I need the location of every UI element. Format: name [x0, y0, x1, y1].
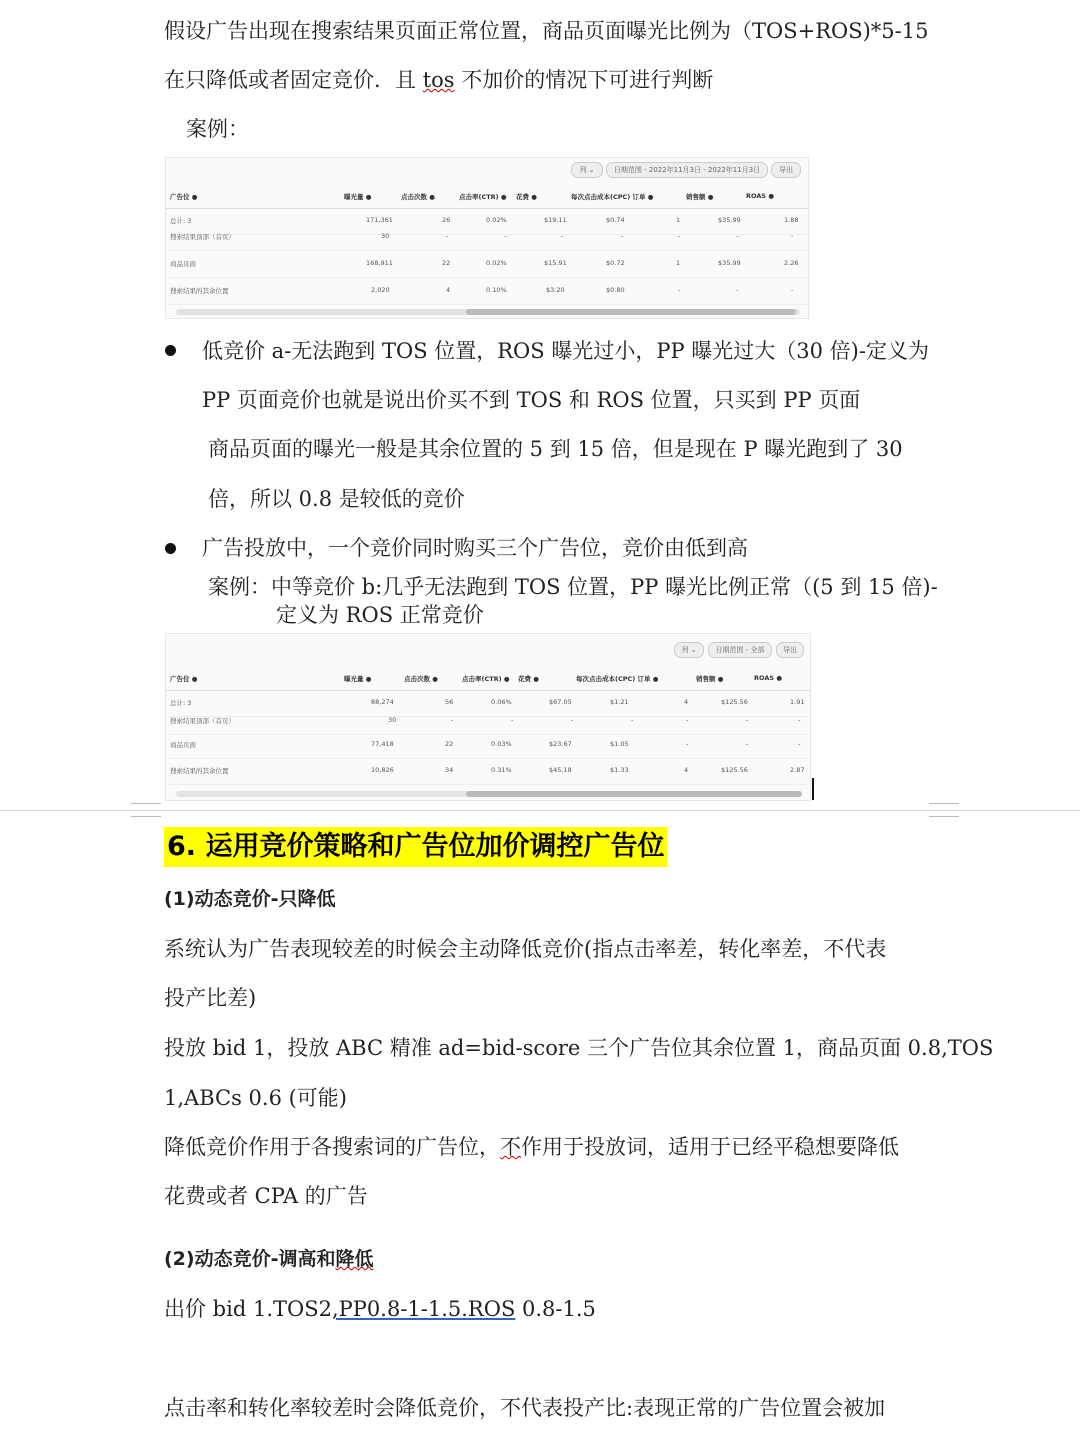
cell: $45.18 [549, 766, 572, 774]
ad-placement-table-screenshot-1 [165, 157, 809, 319]
cell: 10,826 [371, 766, 394, 774]
cell: 0.31% [491, 766, 512, 774]
cell: - [746, 740, 749, 748]
table-row [166, 710, 810, 735]
cell: $15.91 [544, 259, 567, 267]
paragraph-line [164, 65, 713, 95]
text-run: 0.8-1.5 [515, 1297, 596, 1321]
horizontal-scrollbar[interactable] [176, 309, 800, 315]
cell: 26 [442, 216, 451, 224]
cell: $0.74 [606, 216, 625, 224]
cell: $67.05 [549, 698, 572, 706]
cell: $0.72 [606, 259, 625, 267]
column-header[interactable]: ROAS ● [746, 192, 775, 200]
column-header[interactable]: ROAS ● [754, 674, 783, 682]
text-run: 在只降低或者固定竞价．且 [164, 68, 423, 92]
table-row [166, 734, 810, 759]
column-header[interactable]: 每次点击成本(CPC) 订单 ● [571, 193, 654, 201]
cell: 0.02% [486, 259, 507, 267]
paragraph-line [164, 1294, 596, 1324]
column-header[interactable]: 广告位 ● [170, 193, 198, 201]
cell: 77,418 [371, 740, 394, 748]
cell: 30 [388, 716, 397, 724]
cell: 总计: 3 [170, 217, 192, 225]
cell: 34 [445, 766, 454, 774]
column-header[interactable]: 花费 ● [518, 675, 539, 683]
cell: - [621, 232, 624, 240]
cell: 0.03% [491, 740, 512, 748]
cell: $0.80 [606, 286, 625, 294]
cell: - [571, 716, 574, 724]
cell: 4 [684, 766, 689, 774]
cell: 30 [381, 232, 390, 240]
text-cursor [812, 778, 814, 800]
table-header [166, 186, 808, 209]
paragraph-line [164, 1132, 899, 1162]
table-row [166, 280, 808, 305]
column-header[interactable]: 点击率(CTR) ● [462, 675, 510, 683]
column-header[interactable]: 点击次数 ● [401, 193, 435, 201]
column-header[interactable]: 每次点击成本(CPC) 订单 ● [576, 675, 659, 683]
bullet-text: 低竞价 a-无法跑到 TOS 位置，ROS 曝光过小，PP 曝光过大（30 倍)-定义为 [202, 339, 929, 363]
spellcheck-word: 不 [500, 1135, 521, 1159]
cell: 0.06% [491, 698, 512, 706]
cell: $23.67 [549, 740, 572, 748]
page-corner-marker [929, 803, 959, 817]
bullet-text: 案例：中等竞价 b:几乎无法跑到 TOS 位置，PP 曝光比例正常（(5 到 15 倍)- [208, 575, 938, 599]
cell: - [678, 232, 681, 240]
cell: - [561, 232, 564, 240]
cell: - [631, 716, 634, 724]
cell: - [686, 740, 689, 748]
cell: - [791, 286, 794, 294]
cell: 4 [684, 698, 689, 706]
cell: - [678, 286, 681, 294]
cell: 22 [442, 259, 451, 267]
column-header[interactable]: 曝光量 ● [344, 193, 372, 201]
cell: $1.05 [610, 740, 629, 748]
export-button[interactable]: 导出 [771, 162, 801, 178]
paragraph-line: 投放 bid 1，投放 ABC 精准 ad=bid-score 三个广告位其余位置 1，商品页面 0.8,TOS [164, 1036, 994, 1060]
text-run: 降低竞价作用于各搜索词的广告位， [164, 1135, 500, 1159]
cell: 2,020 [371, 286, 390, 294]
underlined-text: ,PP0.8-1-1.5.ROS [331, 1297, 516, 1321]
cell: 22 [445, 740, 454, 748]
paragraph-line: 点击率和转化率较差时会降低竞价，不代表投产比:表现正常的广告位置会被加 [164, 1396, 886, 1420]
bullet-dot [165, 543, 176, 554]
case-label: 案例： [186, 117, 249, 141]
cell: $1.33 [610, 766, 629, 774]
cell: 56 [445, 698, 454, 706]
cell: 0.02% [486, 216, 507, 224]
bullet-text: 倍，所以 0.8 是较低的竞价 [208, 487, 465, 511]
text-run: (2)动态竞价-调高和 [164, 1248, 336, 1270]
cell: $35.99 [718, 259, 741, 267]
cell: $1.21 [610, 698, 629, 706]
table-row [166, 760, 810, 785]
column-header[interactable]: 销售额 ● [696, 675, 724, 683]
table-row [166, 226, 808, 251]
cell: $3.20 [546, 286, 565, 294]
table-row [166, 253, 808, 278]
subsection-title [164, 1245, 374, 1273]
cell: 搜索结果顶部（首页） [170, 717, 235, 725]
column-header[interactable]: 花费 ● [516, 193, 537, 201]
cell: 2.26 [784, 259, 799, 267]
cell: - [446, 232, 449, 240]
cell: - [798, 740, 801, 748]
date-range-button[interactable]: 日期范围 - 全部 [708, 642, 772, 658]
cell: 171,361 [366, 216, 393, 224]
paragraph-line: 系统认为广告表现较差的时候会主动降低竞价(指点击率差，转化率差，不代表 [164, 937, 887, 961]
cell: 搜索结果的其余位置 [170, 287, 229, 295]
bullet-dot [165, 345, 176, 356]
cell: 2.87 [790, 766, 805, 774]
paragraph-line: 花费或者 CPA 的广告 [164, 1184, 368, 1208]
cell: - [746, 716, 749, 724]
cell: 总计: 3 [170, 699, 192, 707]
column-header[interactable]: 曝光量 ● [344, 675, 372, 683]
cell: 商品页面 [170, 260, 196, 268]
cell: - [736, 286, 739, 294]
text-run: 出价 bid 1.TOS2 [164, 1297, 332, 1321]
paragraph-line: 假设广告出现在搜索结果页面正常位置，商品页面曝光比例为（TOS+ROS)*5-15 [164, 19, 929, 43]
cell: 1.91 [790, 698, 805, 706]
cell: - [686, 716, 689, 724]
export-button[interactable]: 导出 [776, 642, 804, 658]
columns-button[interactable]: 列 ⌄ [571, 162, 603, 178]
columns-button[interactable]: 列 ⌄ [674, 642, 704, 658]
column-header[interactable]: 点击率(CTR) ● [459, 193, 507, 201]
spellcheck-word: tos [422, 68, 455, 92]
cell: $19.11 [544, 216, 567, 224]
cell: - [791, 232, 794, 240]
column-header[interactable]: 销售额 ● [686, 193, 714, 201]
table-header [166, 668, 810, 691]
paragraph-line: 投产比差) [164, 986, 257, 1010]
cell: 4 [446, 286, 451, 294]
horizontal-scrollbar[interactable] [176, 791, 802, 797]
page-break-line [0, 810, 1080, 811]
page-corner-marker [131, 803, 161, 817]
cell: 1 [676, 216, 681, 224]
ad-placement-table-screenshot-2 [165, 633, 811, 801]
spellcheck-word: 降低 [335, 1248, 374, 1270]
cell: - [736, 232, 739, 240]
text-run: 作用于投放词，适用于已经平稳想要降低 [521, 1135, 899, 1159]
date-range-button[interactable]: 日期范围 - 2022年11月3日 - 2022年11月3日 [606, 162, 768, 178]
cell: - [451, 716, 454, 724]
subsection-title: (1)动态竞价-只降低 [164, 888, 336, 910]
cell: - [504, 232, 507, 240]
cell: 0.10% [486, 286, 507, 294]
cell: $125.56 [721, 698, 748, 706]
text-run: 不加价的情况下可进行判断 [454, 68, 714, 92]
scrollbar-thumb[interactable] [466, 791, 802, 797]
cell: $35.99 [718, 216, 741, 224]
paragraph-line: 1,ABCs 0.6 (可能) [164, 1086, 348, 1110]
bullet-text: 商品页面的曝光一般是其余位置的 5 到 15 倍，但是现在 P 曝光跑到了 30 [208, 437, 903, 461]
column-header[interactable]: 广告位 ● [170, 675, 198, 683]
cell: - [511, 716, 514, 724]
bullet-text: 广告投放中，一个竞价同时购买三个广告位，竞价由低到高 [202, 536, 748, 560]
cell: 商品页面 [170, 741, 196, 749]
scrollbar-thumb[interactable] [466, 309, 796, 315]
column-header[interactable]: 点击次数 ● [404, 675, 438, 683]
cell: $125.56 [721, 766, 748, 774]
cell: 搜索结果顶部（首页） [170, 233, 235, 241]
cell: 1 [676, 259, 681, 267]
cell: 搜索结果的其余位置 [170, 767, 229, 775]
cell: 1.88 [784, 216, 799, 224]
section-heading: 6. 运用竞价策略和广告位加价调控广告位 [164, 827, 667, 867]
cell: 88,274 [371, 698, 394, 706]
cell: - [798, 716, 801, 724]
cell: 168,911 [366, 259, 393, 267]
bullet-text: PP 页面竞价也就是说出价买不到 TOS 和 ROS 位置，只买到 PP 页面 [202, 388, 861, 412]
bullet-text: 定义为 ROS 正常竞价 [276, 603, 484, 627]
